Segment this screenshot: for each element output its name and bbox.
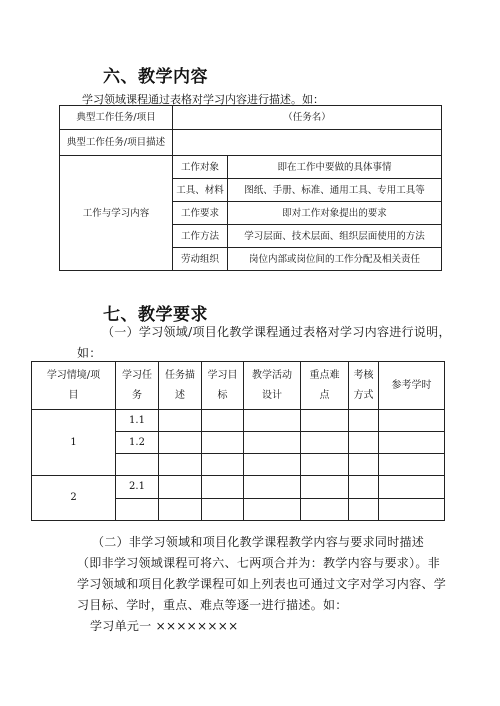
header-cell: 重点难 点 — [301, 362, 349, 410]
item-key-cell: 工具、材料 — [173, 179, 228, 202]
item-key-cell: 工作要求 — [173, 202, 228, 225]
header-cell: 学习目 标 — [202, 362, 244, 410]
table-row — [60, 106, 442, 130]
table-row — [32, 476, 445, 499]
task-cell: 1.1 — [116, 410, 159, 432]
table-row — [32, 410, 445, 432]
closing-line5: 学习单元一 ×××××××× — [90, 619, 239, 633]
item-value-cell: 图纸、手册、标准、通用工具、专用工具等 — [228, 179, 442, 202]
closing-line3: 学习领域和项目化教学课程可如上列表也可通过文字对学习内容、学 — [77, 577, 447, 591]
task-cell: 2.1 — [116, 476, 159, 499]
situation-cell: 2 — [32, 476, 116, 521]
item-value-cell: 即对工作对象提出的要求 — [228, 202, 442, 225]
task-desc-cell — [173, 130, 442, 156]
section7-intro-line2: 如： — [77, 346, 102, 360]
task-cell: 1.2 — [116, 432, 159, 454]
header-cell: 学习情境/项 目 — [32, 362, 116, 410]
section6-intro: 学习领域课程通过表格对学习内容进行描述。如： — [82, 93, 324, 106]
work-content-table — [59, 105, 442, 271]
item-value-cell: 即在工作中要做的具体事情 — [228, 156, 442, 179]
task-desc-label-cell: 典型工作任务/项目描述 — [60, 130, 173, 156]
table-row — [60, 156, 442, 179]
section6-heading: 六、教学内容 — [103, 67, 208, 87]
header-cell: 任务描 述 — [159, 362, 202, 410]
teaching-requirement-table — [31, 361, 445, 521]
situation-cell: 1 — [32, 410, 116, 476]
item-key-cell: 劳动组织 — [173, 248, 228, 271]
header-cell: 教学活动 设计 — [244, 362, 301, 410]
section7-heading: 七、教学要求 — [103, 305, 208, 325]
group-label-cell: 工作与学习内容 — [60, 156, 173, 271]
task-label-cell: 典型工作任务/项目 — [60, 106, 173, 130]
task-name-cell: （任务名） — [173, 106, 442, 130]
header-cell: 学习任 务 — [116, 362, 159, 410]
section7-intro-line1: （一）学习领域/项目化教学课程通过表格对学习内容进行说明， — [102, 325, 451, 339]
item-value-cell: 岗位内部或岗位间的工作分配及相关责任 — [228, 248, 442, 271]
table-row — [60, 130, 442, 156]
closing-line2: （即非学习领域课程可将六、七两项合并为：教学内容与要求）。非 — [77, 556, 441, 570]
item-key-cell: 工作对象 — [173, 156, 228, 179]
item-key-cell: 工作方法 — [173, 225, 228, 248]
item-value-cell: 学习层面、技术层面、组织层面使用的方法 — [228, 225, 442, 248]
closing-line1: （二）非学习领域和项目化教学课程教学内容与要求同时描述 — [92, 535, 425, 549]
header-cell: 参考学时 — [379, 362, 445, 410]
task-cell — [116, 454, 159, 476]
task-cell — [116, 499, 159, 521]
closing-line4: 习目标、学时，重点、难点等逐一进行描述。如： — [77, 598, 348, 612]
header-cell: 考核 方式 — [349, 362, 379, 410]
table-header-row — [32, 362, 445, 410]
